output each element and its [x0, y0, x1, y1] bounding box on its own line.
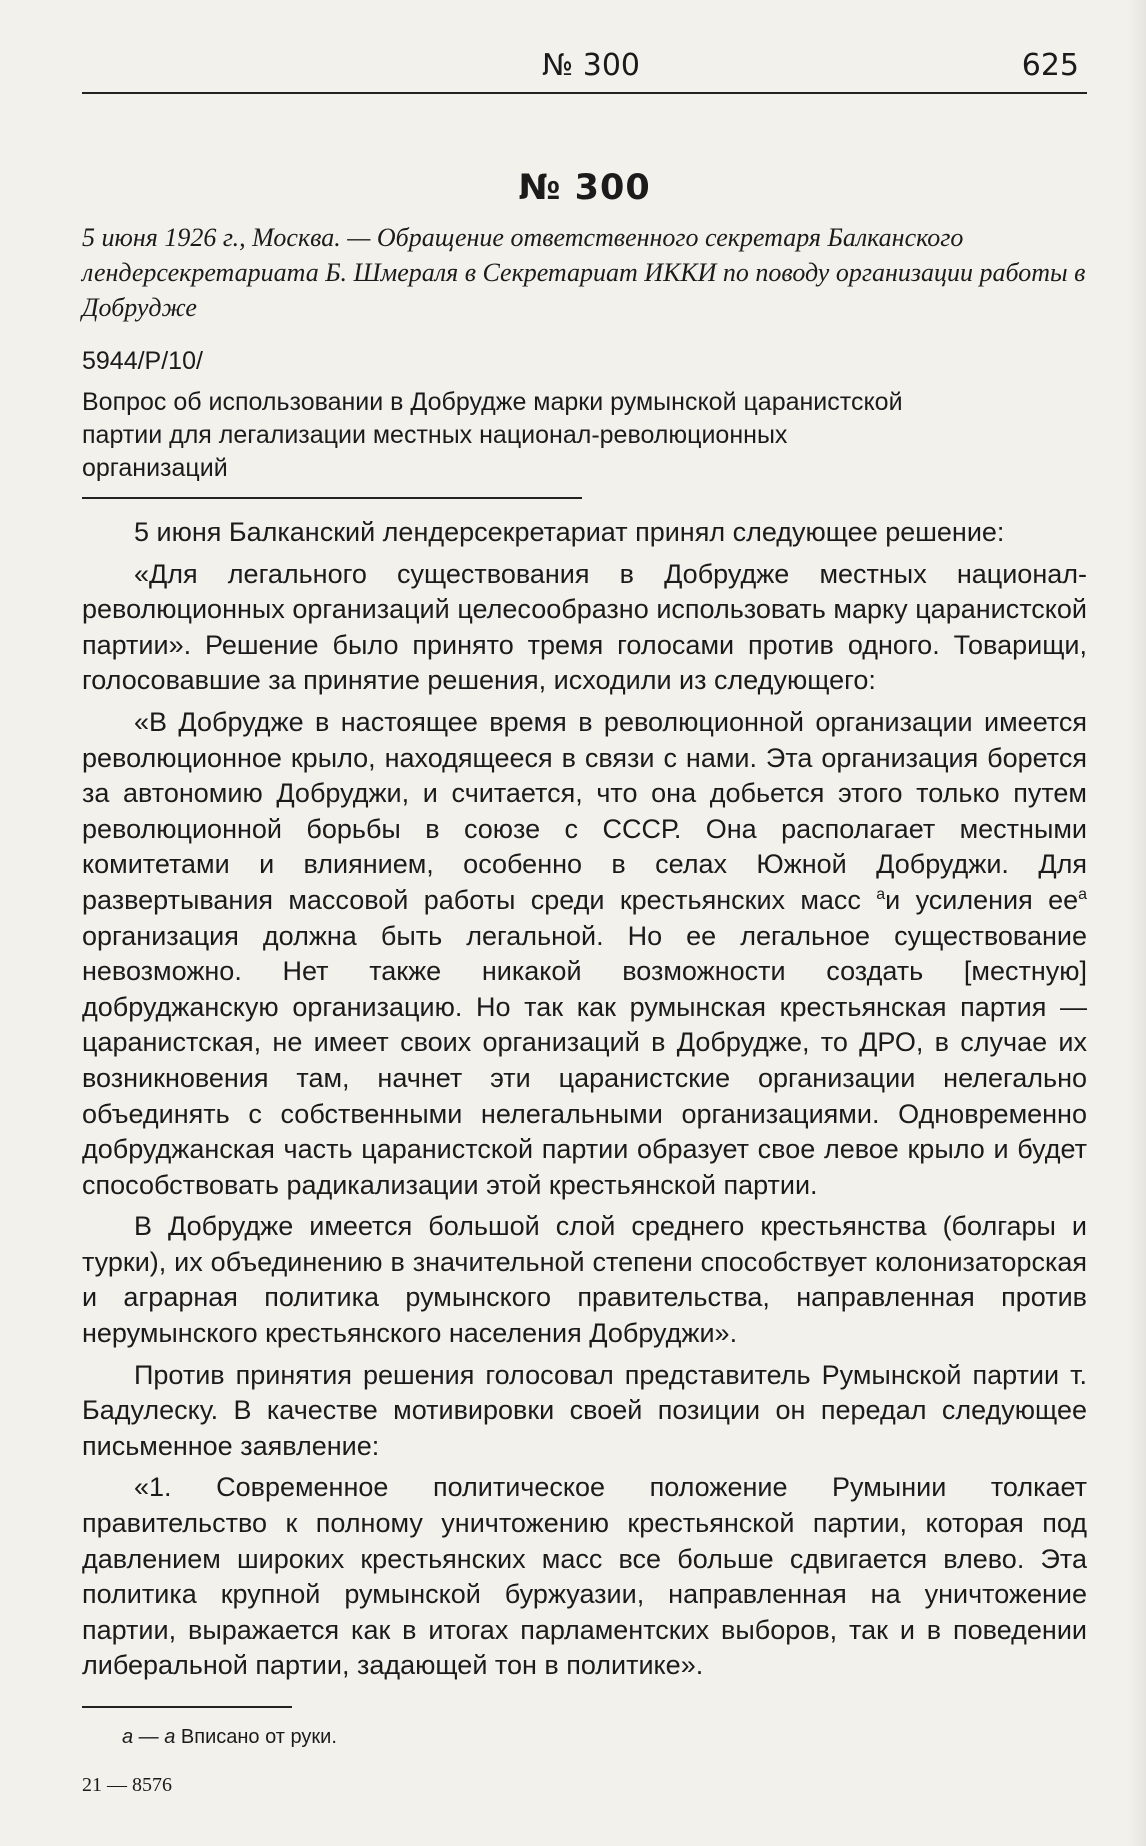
subject-rule — [82, 497, 582, 499]
paragraph-dobruja-part-2: и усиления ее — [885, 884, 1079, 915]
paragraph-statement: «1. Современное политическое положение Румынии толкает правительство к полному уничтожению крестьянской партии, которая под давлением широких крестьянских масс все больше сдвигается влево. Эта политика крупной румынской буржуазии, направленная на уничтожение партии, выражается как в итогах парламентских выборов, так и в поведении либеральной партии, задающей тон в политике». — [82, 1472, 1087, 1681]
page-edge-shadow — [1128, 0, 1146, 1846]
header-rule — [82, 92, 1087, 94]
paragraph-peasantry: В Добрудже имеется большой слой среднего крестьянства (болгары и турки), их объединению в значительной степени способствует колонизаторская и аграрная политика румынского правительства, направленная против нерумынского крестьянского населения Добруджи». — [82, 1211, 1087, 1349]
running-head-number: № 300 — [542, 48, 640, 83]
printer-signature: 21 — 8576 — [82, 1774, 172, 1796]
document-code: 5944/P/10/ — [82, 347, 203, 375]
document-number: № 300 — [518, 168, 651, 208]
document-page — [82, 44, 1088, 1796]
paragraph-decision: 5 июня Балканский лендерсекретариат принял следующее решение: — [134, 517, 1005, 547]
footnote-text: Вписано от руки. — [180, 1726, 337, 1748]
paragraph-dobruja-organization — [82, 705, 1087, 1203]
paragraph-resolution: «Для легального существования в Добрудже местных национал-революционных организаций целесообразно использовать марку царанистской партии». Решение было принято тремя голосами против одного. Товарищи, голосовавшие за принятие решения, исходили из следующего: — [82, 558, 1087, 696]
document-body — [82, 515, 1087, 1684]
footnote-mark: а — а — [122, 1726, 176, 1748]
paragraph-dobruja-part-3: организация должна быть легальной. Но ее легальное существование невозможно. Нет также никакой возможности создать [местную] добруджанскую организацию. Но так как румынская крестьянская партия — царанистская, не имеет своих организаций в Добрудже, то ДРО, в случае их возникновения там, начнет эти царанистские организации нелегально объединять с собственными нелегальными организациями. Одновременно добруджанская часть царанистской партии образует свое левое крыло и будет способствовать радикализации этой крестьянской партии. — [82, 920, 1087, 1200]
document-subject: Вопрос об использовании в Добрудже марки румынской царанистской партии для легализации местных национал-революционных организаций — [82, 388, 903, 482]
footnote-marker: а — [1078, 885, 1088, 903]
footnote — [122, 1726, 1087, 1749]
paragraph-vote-against: Против принятия решения голосовал представитель Румынской партии т. Бадулеску. В качестве мотивировки своей позиции он передал следующее письменное заявление: — [82, 1359, 1087, 1461]
document-heading: 5 июня 1926 г., Москва. — Обращение ответственного секретаря Балканского лендерсекретариата Б. Шмераля в Секретариат ИККИ по поводу организации работы в Добрудже — [82, 223, 1086, 322]
running-head — [82, 44, 1087, 90]
footnote-rule — [82, 1706, 292, 1708]
footnote-marker: а — [876, 885, 886, 903]
paragraph-dobruja-part-1: «В Добрудже в настоящее время в революционной организации имеется революционное крыло, находящееся в связи с нами. Эта организация борется за автономию Добруджи, и считается, что она добьется этого только путем революционной борьбы в союзе с СССР. Она располагает местными комитетами и влиянием, особенно в селах Южной Добруджи. Для развертывания массовой работы среди крестьянских масс — [82, 706, 1087, 915]
page-number: 625 — [1021, 48, 1079, 83]
